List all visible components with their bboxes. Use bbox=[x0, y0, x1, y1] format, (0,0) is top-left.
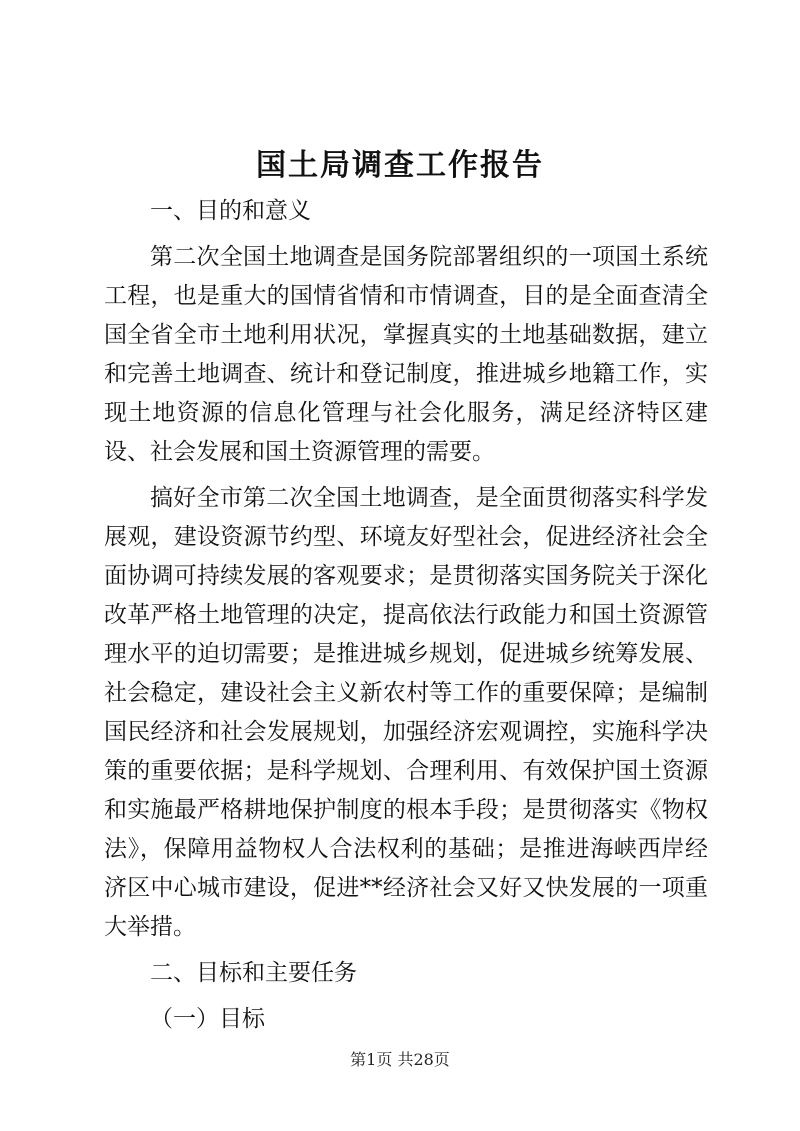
page-footer: 第1页 共28页 bbox=[350, 1050, 450, 1069]
section-heading-goals: 二、目标和主要任务 bbox=[150, 960, 357, 986]
subsection-heading-goal: （一）目标 bbox=[150, 1006, 265, 1032]
body-paragraph-2: 搞好全市第二次全国土地调查，是全面贯彻落实科学发展观，建设资源节约型、环境友好型社会，促进经济社会全面协调可持续发展的客观要求；是贯彻落实国务院关于深化改革严格土地管理的决定，提高依法行政能力和国土资源管理水平的迫切需要；是推进城乡规划，促进城乡统筹发展、社会稳定，建设社会主义新农村等工作的重要保障；是编制国民经济和社会发展规划，加强经济宏观调控，实施科学决策的重要依据；是科学规划、合理利用、有效保护国土资源和实施最严格耕地保护制度的根本手段；是贯彻落实《物权法》，保障用益物权人合法权利的基础；是推进海峡西岸经济区中心城市建设，促进**经济社会又好又快发展的一项重大举措。 bbox=[104, 485, 708, 940]
document-body bbox=[104, 192, 708, 1039]
document-title: 国土局调查工作报告 bbox=[256, 148, 544, 183]
body-paragraph-1: 第二次全国土地调查是国务院部署组织的一项国土系统工程，也是重大的国情省情和市情调查，目的是全面查清全国全省全市土地利用状况，掌握真实的土地基础数据，建立和完善土地调查、统计和登记制度，推进城乡地籍工作，实现土地资源的信息化管理与社会化服务，满足经济特区建设、社会发展和国土资源管理的需要。 bbox=[104, 244, 708, 465]
section-heading-purpose: 一、目的和意义 bbox=[150, 198, 311, 224]
